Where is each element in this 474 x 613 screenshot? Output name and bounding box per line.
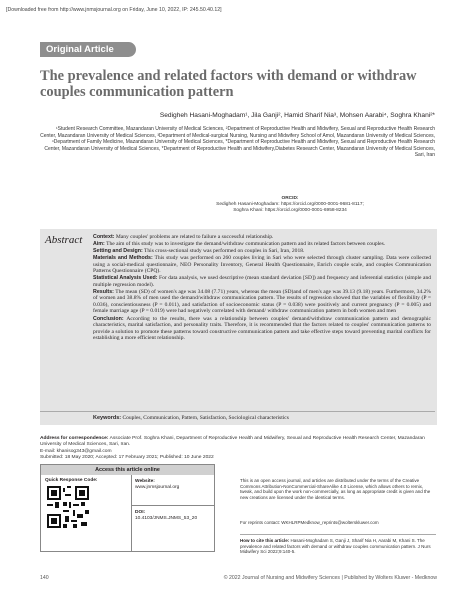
article-title: The prevalence and related factors with demand or withdraw couples communication pattern — [40, 68, 417, 100]
abstract-context: Context: Many couples' problems are related to failure a successful relationship. — [93, 234, 274, 240]
abstract-body — [93, 234, 431, 342]
website-block: Website: www.jnmsjournal.org — [135, 479, 180, 491]
article-type-badge: Original Article — [40, 42, 136, 57]
page-number: 140 — [40, 575, 49, 581]
article-dates: Submitted: 18 May 2020; Accepted: 17 February 2021; Published: 10 June 2022 — [40, 455, 214, 461]
abstract-methods: Materials and Methods: This study was performed on 260 couples living in Sari who were selected through cluster sampling. Data were collected using a social-medical questionnaire, NEO Personality Inventory, General Health Questionnaire, Enrich couple scale, and couples Communication Patterns Questionnaire (CPQ). — [93, 255, 431, 275]
qr-code-icon[interactable] — [47, 486, 89, 528]
correspondence: Address for correspondence: Associate Prof. Soghra Khani, Department of Reproductive Health and Midwifery, Sexual and Reproductive Health Research Center, Mazandaran University of Medical Sciences, Sari, Iran. E-mail: khanisog343@gmail.com Submitted: 18 May 2020; Accepted: 17 February 2021; Published: 10 June 2022 — [40, 436, 435, 462]
orcid-block — [150, 196, 430, 215]
qr-label: Quick Response Code: — [45, 478, 98, 483]
access-heading: Access this article online — [41, 465, 214, 475]
keywords: Keywords: Couples, Communication, Pattern, Satisfaction, Sociological characteristics — [40, 411, 435, 421]
abstract-conclusion: Conclusion: According to the results, there was a relationship between couples' demand/withdraw communication pattern and demographic characteristics, marital satisfaction, and personality traits. Therefore, it is recommended that the factors related to couples' communication patterns to provide a solution to promote these patterns toward constructive communication pattern and take effective steps toward preventing marital conflicts for establishing a more efficient relationship. — [93, 315, 431, 342]
right-column-notes — [240, 478, 436, 555]
orcid-line-2[interactable]: Soghra Khani: https://orcid.org/0000-0001-6958-8234 — [233, 208, 347, 214]
doi-block: DOI: 10.4103/JNMS.JNMS_53_20 — [135, 510, 198, 522]
authors: Sedigheh Hasani-Moghadam¹, Jila Ganji², Hamid Sharif Nia³, Mohsen Aarabi⁴, Soghra Khani²* — [159, 112, 435, 119]
license-text: This is an open access journal, and articles are distributed under the terms of the Creative Commons Attribution-NonCommercial-ShareAlike 4.0 License, which allows others to remix, tweak, and build upon the work non-commercially, as long as appropriate credit is given and the new creations are licensed under the identical terms. — [240, 478, 431, 500]
how-to-cite: How to cite this article: Hasani-Moghadam S, Ganji J, Sharif Nia H, Aarabi M, Khani S. The prevalence and related factors with demand or withdraw couples communication pattern. J Nurs Midwifery Sci 2022;9:140-5. — [240, 534, 436, 555]
abstract-results: Results: The mean (SD) of women's age was 34.08 (7.71) years, whereas the mean (SD)and of men's age was 39.13 (9.18) years. Furthermore, 34.2% of women and 38.8% of men used the demand/withdraw communication pattern. The results of regression showed that the variables of flexibility (P = 0.036), conscientiousness (P = 0.011), and satisfaction of socioeconomic status (P = 0.038) were positively and current pregnancy (P = 0.005) and female marriage age (P = 0.019) were had negatively correlated with demand/ withdraw communication pattern in both women and men — [93, 288, 431, 315]
doi-link[interactable]: 10.4103/JNMS.JNMS_53_20 — [135, 516, 198, 522]
abstract-setting: Setting and Design: This cross-sectional study was performed on couples in Sari, Iran, 2018. — [93, 248, 305, 255]
abstract-box — [40, 229, 437, 425]
access-online-box — [40, 464, 215, 552]
footer-copyright: © 2022 Journal of Nursing and Midwifery Sciences | Published by Wolters Kluwer - Medknow — [223, 575, 437, 581]
orcid-line-1[interactable]: Sedigheh Hasani-Moghadam: https://orcid.org/0000-0001-9681-8117; — [216, 202, 364, 208]
abstract-heading: Abstract — [45, 234, 83, 246]
abstract-stats: Statistical Analysis Used: For data analysis, we used descriptive (mean standard deviation [SD]) and frequency and inferential statistics (simple and multiple regression model). — [93, 275, 432, 288]
reprints-contact[interactable]: For reprints contact: WKHLRPMedknow_reprints@wolterskluwer.com — [240, 520, 379, 526]
abstract-aim: Aim: The aim of this study was to investigate the demand/withdraw communication pattern and its related factors between couples. — [93, 241, 386, 248]
download-note: [Downloaded free from http://www.jnmsjournal.org on Friday, June 10, 2022, IP: 245.50.40.12] — [6, 7, 222, 13]
affiliations: ¹Student Research Committee, Mazandaran University of Medical Sciences, ²Department of Reproductive Health and Midwifery, Sexual and Reproductive Health Research Center, Mazandaran University of Medical Sciences, ³Department of Medical-surgical Nursing, Nursing and Midwifery School of Amol, Mazandaran University of Medical Sciences, ⁴Department of Family Medicine, Mazandaran University of Medical Sciences, *Department of Reproductive Health and Midwifery, Sexual and Reproductive Health Research Center, Mazandaran University of Medical Sciences, *Department of Reproductive Health and Midwifery,Diabetes Research Center, Mazandaran University of Medical Sciences, Sari, Iran — [40, 126, 435, 159]
orcid-label: ORCID: — [281, 196, 299, 201]
website-link[interactable]: www.jnmsjournal.org — [135, 485, 180, 491]
correspondence-email[interactable]: E-mail: khanisog343@gmail.com — [40, 448, 112, 454]
